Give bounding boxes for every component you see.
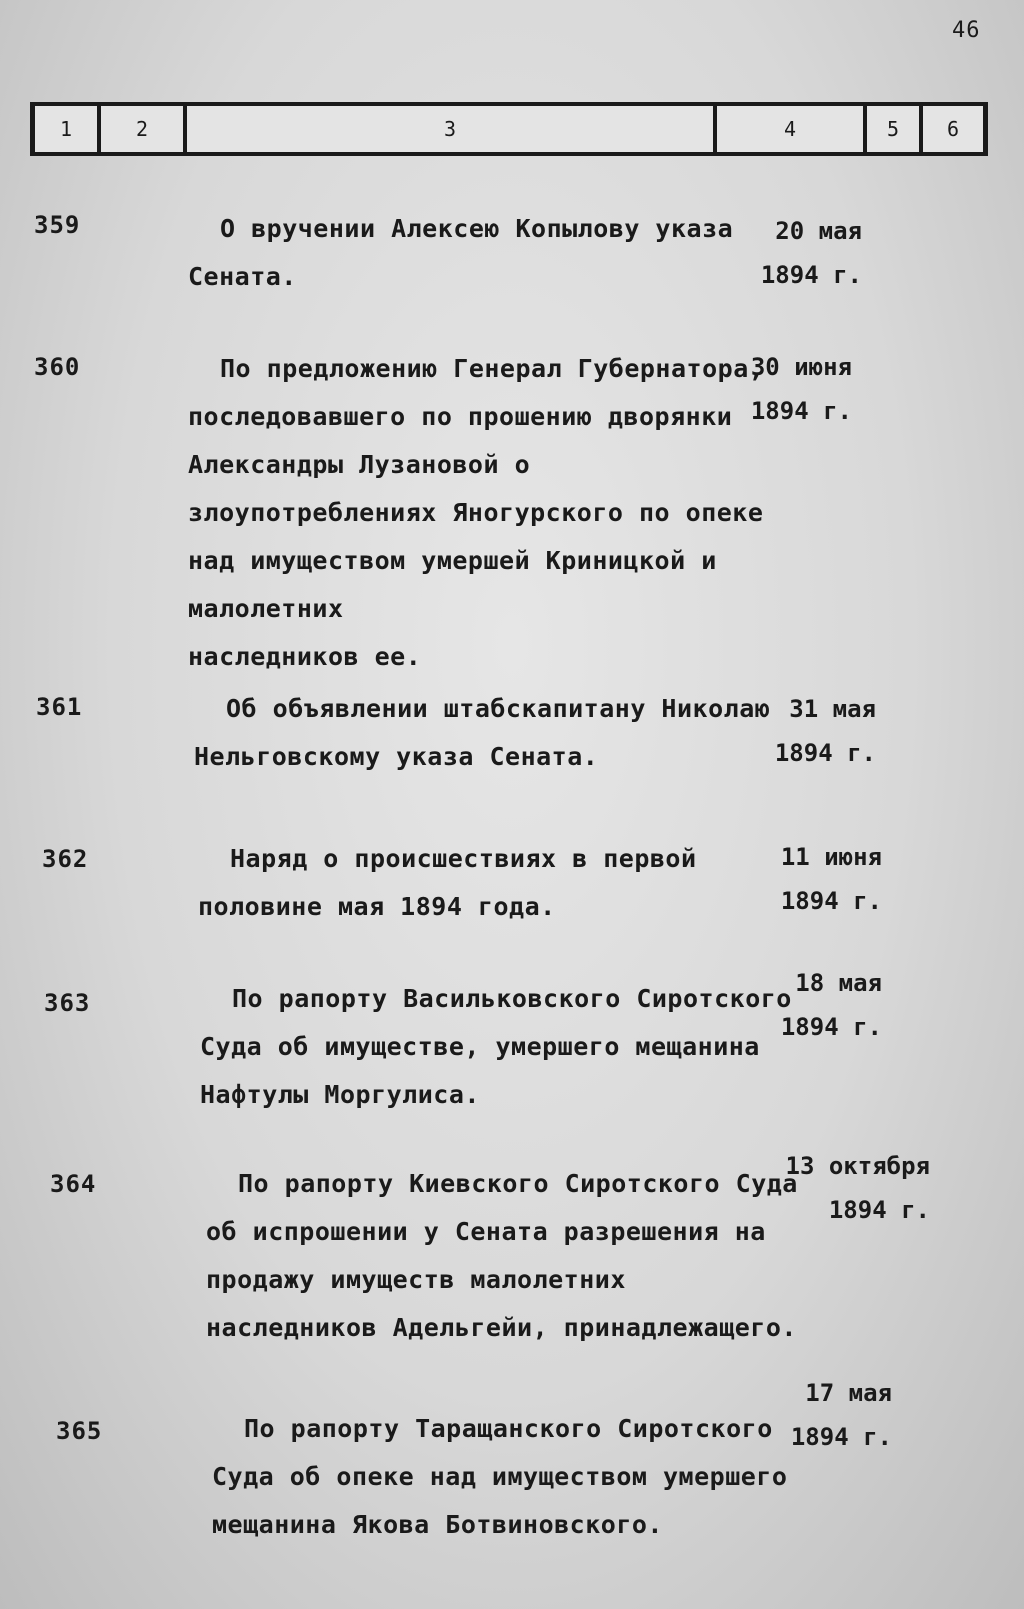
record-date: 18 мая 1894 г. (780, 969, 882, 1041)
header-col-4: 4 (717, 106, 867, 152)
record-description: По рапорту Васильковского Сиротского Суда об имуществе, умершего мещанина Нафтулы Моргулиса. (200, 984, 792, 1109)
record-date: 30 июня 1894 г. (750, 353, 852, 425)
record-description: Об объявлении штабскапитану Николаю Нельговскому указа Сената. (194, 694, 771, 771)
record-date: 13 октября 1894 г. (785, 1152, 930, 1224)
record-description: Наряд о происшествиях в первой половине мая 1894 года. (198, 844, 697, 921)
header-col-1: 1 (35, 106, 101, 152)
record-description: О вручении Алексею Копылову указа Сената. (188, 214, 734, 291)
record-date: 17 мая 1894 г. (790, 1379, 892, 1451)
record-number: 365 (56, 1417, 103, 1445)
record-number: 363 (44, 989, 91, 1017)
record-description: По рапорту Киевского Сиротского Суда об испрошении у Сената разрешения на продажу имуществ малолетних наследников Адельгейи, принадлежащего. (206, 1169, 798, 1342)
page-number: 46 (952, 18, 981, 43)
record-number: 359 (34, 211, 81, 239)
record-number: 360 (34, 353, 81, 381)
column-header-row (30, 102, 988, 156)
record-number: 364 (50, 1170, 97, 1198)
record-date: 31 мая 1894 г. (774, 695, 876, 767)
record-description: По рапорту Таращанского Сиротского Суда об опеке над имуществом умершего мещанина Якова Ботвиновского. (212, 1414, 788, 1539)
header-col-5: 5 (867, 106, 923, 152)
header-col-3: 3 (187, 106, 717, 152)
record-date: 11 июня 1894 г. (780, 843, 882, 915)
header-col-6: 6 (946, 117, 960, 141)
record-description: По предложению Генерал Губернатора, последовавшего по прошению дворянки Александры Лузановой о злоупотреблениях Яногурского по опеке над имуществом умершей Криницкой и малолетних наследников ее. (188, 354, 765, 671)
record-number: 362 (42, 845, 89, 873)
record-date: 20 мая 1894 г. (760, 217, 862, 289)
header-col-2: 2 (101, 106, 187, 152)
record-number: 361 (36, 693, 83, 721)
